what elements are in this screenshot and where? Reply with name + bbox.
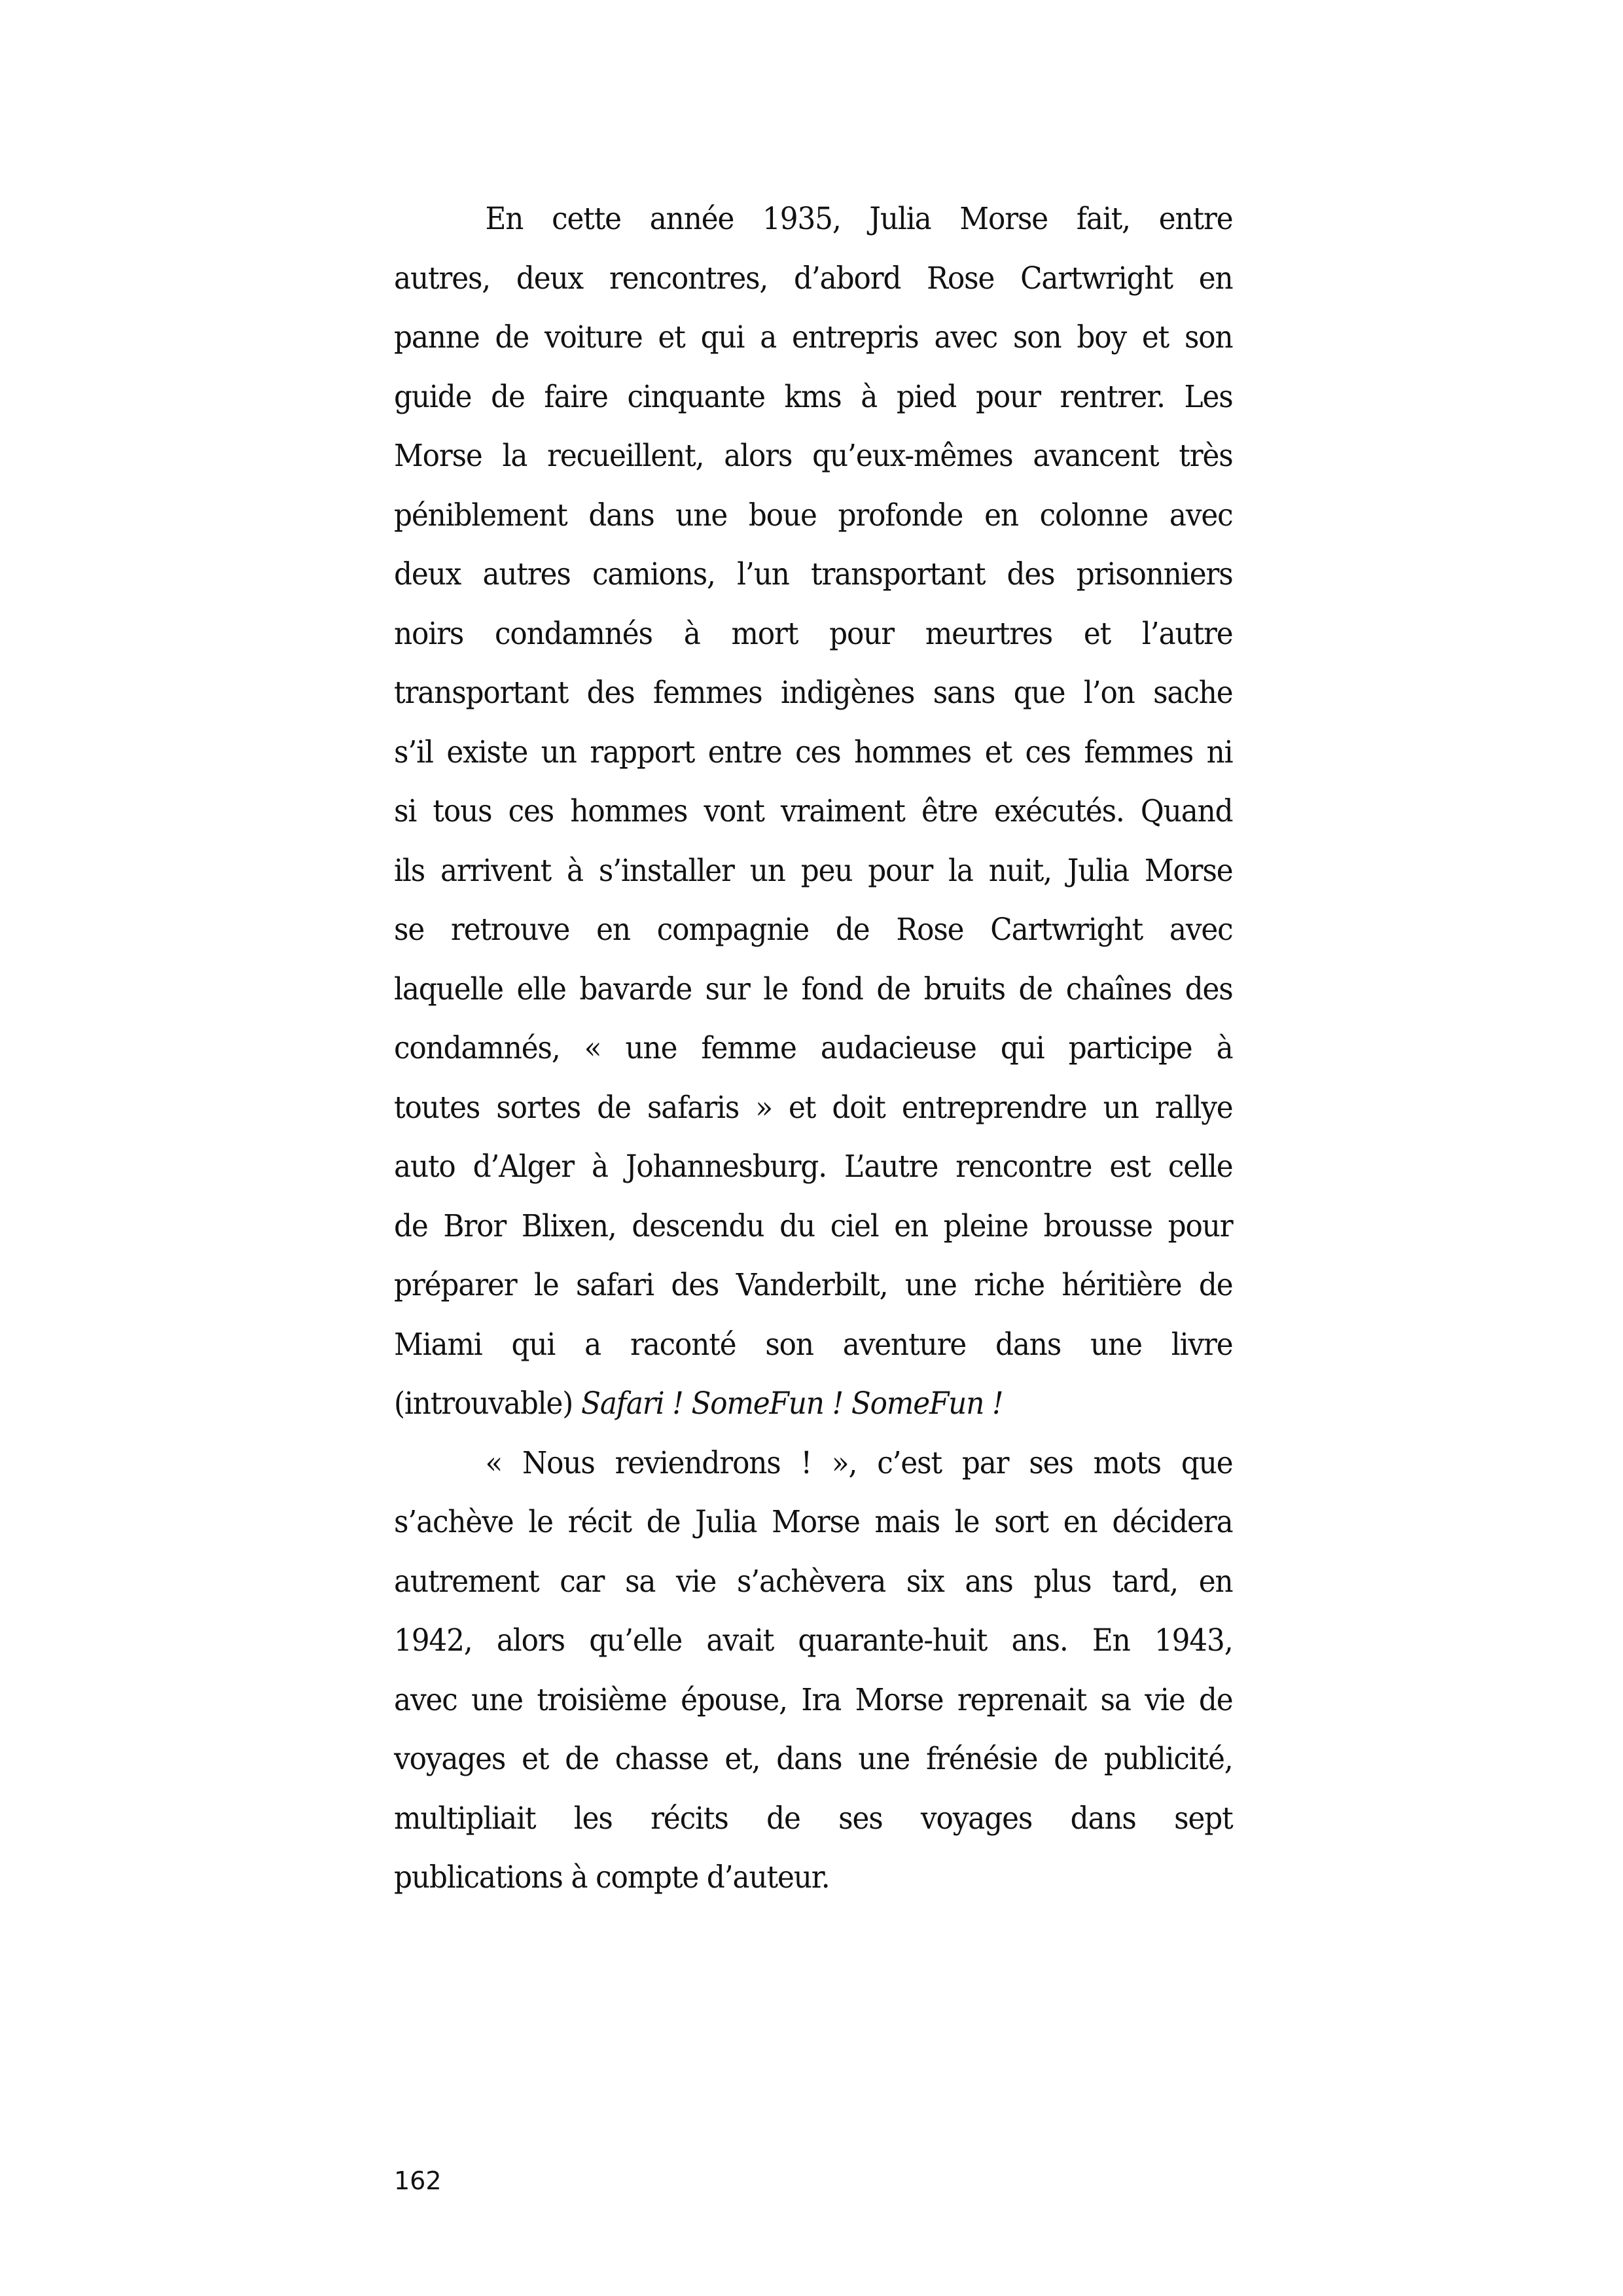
book-title: Safari ! SomeFun ! SomeFun !	[581, 1386, 1003, 1422]
text-line: autrement car sa vie s’achèvera six ans plus tard, en	[394, 1563, 1233, 1600]
text-line: autres, deux rencontres, d’abord Rose Cartwright en	[394, 260, 1233, 296]
text-line: 1942, alors qu’elle avait quarante-huit ans. En 1943,	[394, 1623, 1233, 1659]
text-line: guide de faire cinquante kms à pied pour rentrer. Les	[394, 378, 1233, 415]
page-number: 162	[394, 2166, 442, 2195]
text-line: se retrouve en compagnie de Rose Cartwright avec	[394, 912, 1233, 948]
text-line: péniblement dans une boue profonde en colonne avec	[394, 497, 1233, 533]
text-line: s’il existe un rapport entre ces hommes et ces femmes ni	[394, 734, 1233, 770]
paragraph-2	[394, 1434, 1233, 1908]
text-line: s’achève le récit de Julia Morse mais le sort en décidera	[394, 1504, 1233, 1540]
text-line: En cette année 1935, Julia Morse fait, entre	[485, 201, 1233, 237]
text-line: Morse la recueillent, alors qu’eux-mêmes avancent très	[394, 438, 1233, 474]
text-line: noirs condamnés à mort pour meurtres et l’autre	[394, 615, 1233, 652]
text-line: toutes sortes de safaris » et doit entreprendre un rallye	[394, 1089, 1233, 1126]
text-line: voyages et de chasse et, dans une frénésie de publicité,	[394, 1741, 1233, 1777]
text-line: Miami qui a raconté son aventure dans une livre	[394, 1326, 1233, 1363]
text-line: si tous ces hommes vont vraiment être exécutés. Quand	[394, 793, 1233, 829]
text-line: publications à compte d’auteur.	[394, 1859, 830, 1895]
body-text	[394, 190, 1233, 1908]
text-line: transportant des femmes indigènes sans que l’on sache	[394, 675, 1233, 711]
text-line: condamnés, « une femme audacieuse qui participe à	[394, 1030, 1233, 1066]
text-line: « Nous reviendrons ! », c’est par ses mots que	[485, 1444, 1233, 1481]
text-line: deux autres camions, l’un transportant des prisonniers	[394, 556, 1233, 592]
text-line: panne de voiture et qui a entrepris avec son boy et son	[394, 319, 1233, 355]
text-line: laquelle elle bavarde sur le fond de bruits de chaînes des	[394, 971, 1233, 1007]
text-line: avec une troisième épouse, Ira Morse reprenait sa vie de	[394, 1681, 1233, 1718]
text-line: auto d’Alger à Johannesburg. L’autre rencontre est celle	[394, 1149, 1233, 1185]
text-line-with-title	[394, 1374, 1233, 1434]
text-line: préparer le safari des Vanderbilt, une riche héritière de	[394, 1267, 1233, 1303]
text-line: de Bror Blixen, descendu du ciel en pleine brousse pour	[394, 1208, 1233, 1244]
text-line: multipliait les récits de ses voyages dans sept	[394, 1800, 1233, 1837]
paragraph-1	[394, 190, 1233, 1434]
text-line: ils arrivent à s’installer un peu pour la nuit, Julia Morse	[394, 852, 1233, 889]
text-segment: (introuvable)	[394, 1386, 582, 1422]
